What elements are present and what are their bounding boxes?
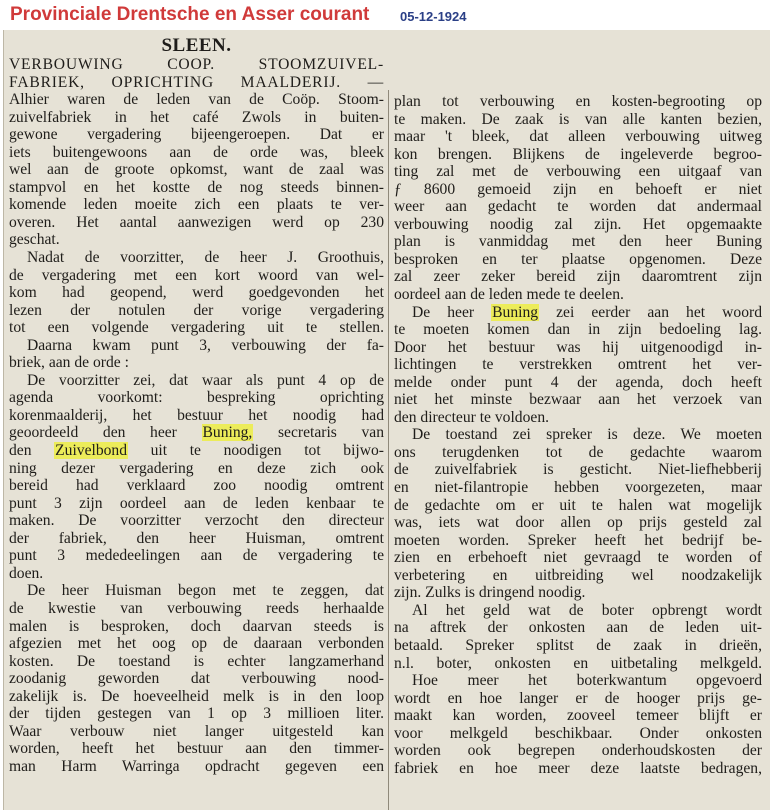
- article-line: maakt kan worden, zooveel temeer blijft er: [394, 707, 762, 725]
- article-column-left: [9, 34, 384, 775]
- article-line: Daarna kwam punt 3, verbouwing der fa-: [27, 336, 384, 354]
- article-line: weer aan gedacht te worden dat andermaal: [394, 198, 762, 216]
- article-column-right: [394, 93, 762, 777]
- article-line: verbetering en uitbreiding wel noodzakelijk: [394, 566, 762, 584]
- article-line: besproken en ter plaatse opgenomen. Deze: [394, 250, 762, 268]
- article-line: geoordeeld den heer Buning, secretaris van: [9, 424, 384, 442]
- article-line: fabriek en hoe meer deze laatste bedragen,: [394, 759, 762, 777]
- article-line: agenda voorkomt: bespreking oprichting: [9, 389, 384, 407]
- article-line: Al het geld wat de boter opbrengt wordt: [412, 601, 762, 619]
- left-column-lines: [9, 56, 384, 775]
- article-line: Nadat de voorzitter, de heer J. Groothuis,: [27, 249, 384, 267]
- article-line: den directeur te voldoen.: [394, 408, 550, 426]
- article-line: gewone vergadering bijeengeroepen. Dat er: [9, 126, 384, 144]
- article-line: Alhier waren de leden van de Coöp. Stoom-: [9, 91, 384, 109]
- article-line: plan is vanmiddag met den heer Buning: [394, 233, 762, 251]
- publication-title: Provinciale Drentsche en Asser courant: [10, 4, 370, 25]
- publication-date: 05-12-1924: [400, 9, 467, 24]
- article-line: VERBOUWING COOP. STOOMZUIVEL-: [9, 56, 384, 73]
- article-line: kom had geopend, werd goedgevonden het: [9, 284, 384, 302]
- article-line: iets buitengewoons aan de orde was, bleek: [9, 143, 384, 161]
- article-line: zakelijk is. De hoeveelheid melk is in den loop: [9, 687, 384, 705]
- column-divider: [388, 90, 389, 810]
- search-highlight: Buning: [492, 303, 539, 321]
- article-line: der tijden gestegen van 1 op 3 millioen liter.: [9, 705, 384, 723]
- article-line: der fabriek, den heer Huisman, omtrent: [9, 529, 384, 547]
- article-line: maar 't bleek, dat alleen verbouwing uitweg: [394, 128, 762, 146]
- article-line: overen. Het aantal aanwezigen werd op 230: [9, 213, 384, 231]
- article-line: worden, heeft het bestuur aan den timmer-: [9, 740, 384, 758]
- article-line: doen.: [9, 564, 44, 582]
- article-line: melde onder punt 4 der agenda, doch heeft: [394, 373, 762, 391]
- newspaper-clipping: [3, 30, 770, 810]
- clipping-header: [0, 0, 771, 30]
- article-line: worden ook begrepen onderhoudskosten der: [394, 742, 762, 760]
- article-line: ting zal met de verbouwing een uitgaaf van: [394, 163, 762, 181]
- article-line: FABRIEK, OPRICHTING MAALDERIJ. —: [9, 73, 384, 91]
- article-line: en niet-filantropie hebben voorgezeten, maar: [394, 479, 762, 497]
- article-line: wordt en hoe langer er de hooger prijs ge-: [394, 689, 762, 707]
- article-line: wel aan de groote opkomst, want de zaal was: [9, 161, 384, 179]
- article-line: geschat.: [9, 231, 60, 249]
- article-line: verbouwing noodig zal zijn. Het opgemaakte: [394, 215, 762, 233]
- article-line: De voorzitter zei, dat waar als punt 4 op de: [27, 371, 384, 389]
- article-line: ƒ 8600 gemoeid zijn en behoeft er niet: [394, 180, 762, 198]
- article-line: ons terugdenken tot de gedachte waarom: [394, 443, 762, 461]
- article-line: punt 3 mededeelingen aan de vergadering te: [9, 547, 384, 565]
- article-line: maken. De voorzitter verzocht den directeur: [9, 512, 384, 530]
- article-line: n.l. boter, onkosten en uitbetaling melkgeld.: [394, 654, 762, 672]
- article-line: stampvol en het kostte de nog steeds binnen-: [9, 178, 384, 196]
- right-column-lines: [394, 93, 762, 777]
- article-line: punt 3 zijn oordeel aan de leden kenbaar te: [9, 494, 384, 512]
- article-line: kosten. De toestand is echter langzamerhand: [9, 652, 384, 670]
- article-line: zoodanig geworden dat verbouwing nood-: [9, 670, 384, 688]
- article-line: de kwestie van verbouwing reeds herhaalde: [9, 599, 384, 617]
- article-line: komende leden moeite zich een plaats te ver-: [9, 196, 384, 214]
- article-line: Door het bestuur was hij uitgenoodigd in-: [394, 338, 762, 356]
- article-line: was, iets wat door allen op prijs gesteld zal: [394, 514, 762, 532]
- article-line: oordeel aan de leden mede te deelen.: [394, 286, 624, 304]
- search-highlight: Buning,: [202, 424, 253, 442]
- article-line: plan tot verbouwing en kosten-begrooting op: [394, 93, 762, 110]
- article-line: zijn. Zulks is dringend noodig.: [394, 584, 586, 602]
- article-line: tot een volgende vergadering uit te stellen.: [9, 319, 384, 337]
- article-line: de zuivelfabriek is gesticht. Niet-liefhebberij: [394, 461, 762, 479]
- article-line: voor melkgeld beschikbaar. Onder onkosten: [394, 724, 762, 742]
- article-line: korenmaalderij, het bestuur het noodig had: [9, 406, 384, 424]
- article-line: den Zuivelbond uit te noodigen tot bijwo-: [9, 442, 384, 460]
- article-line: Waar verbouw niet langer uitgesteld kan: [9, 722, 384, 740]
- article-headline: SLEEN.: [161, 35, 232, 56]
- article-line: man Harm Warringa opdracht gegeven een: [9, 757, 384, 775]
- article-line: afgezien met het oog op de daaraan verbonden: [9, 635, 384, 653]
- article-line: zien en erbehoeft niet gevraagd te worden of: [394, 549, 762, 567]
- article-line: briek, aan de orde :: [9, 354, 129, 372]
- article-line: bereid had verklaard zoo noodig omtrent: [9, 477, 384, 495]
- article-line: kon brengen. Blijkens de ingeleverde begroo-: [394, 145, 762, 163]
- article-line: te moeten komen dan in zijn bedoeling lag.: [394, 321, 762, 339]
- article-line: niet het minste bezwaar aan het verzoek van: [394, 391, 762, 409]
- article-line: ning dezer vergadering en deze zich ook: [9, 459, 384, 477]
- article-line: De heer Buning zei eerder aan het woord: [412, 303, 762, 321]
- article-line: De heer Huisman begon met te zeggen, dat: [27, 582, 384, 600]
- article-line: lezen der notulen der vorige vergadering: [9, 301, 384, 319]
- article-line: de gedachte om er uit te halen wat mogelijk: [394, 496, 762, 514]
- article-line: malen is besproken, doch daarvan steeds is: [9, 617, 384, 635]
- article-line: betaald. Spreker splitst de zaak in drieën,: [394, 636, 762, 654]
- article-line: na aftrek der onkosten aan de leden uit-: [394, 619, 762, 637]
- article-line: zal zeer zeker bereid zijn daaromtrent zijn: [394, 268, 762, 286]
- article-line: moeten worden. Spreker heeft het bedrijf be-: [394, 531, 762, 549]
- search-highlight: Zuivelbond: [55, 442, 128, 460]
- article-line: lichtingen te verstrekken omtrent het ver-: [394, 356, 762, 374]
- article-line: Hoe meer het boterkwantum opgevoerd: [412, 672, 762, 690]
- article-line: de vergadering met een kort woord van wel-: [9, 266, 384, 284]
- article-line: zuivelfabriek in het café Zwols in buiten-: [9, 108, 384, 126]
- article-line: De toestand zei spreker is deze. We moeten: [412, 426, 762, 444]
- article-line: te maken. De zaak is van alle kanten bezien,: [394, 110, 762, 128]
